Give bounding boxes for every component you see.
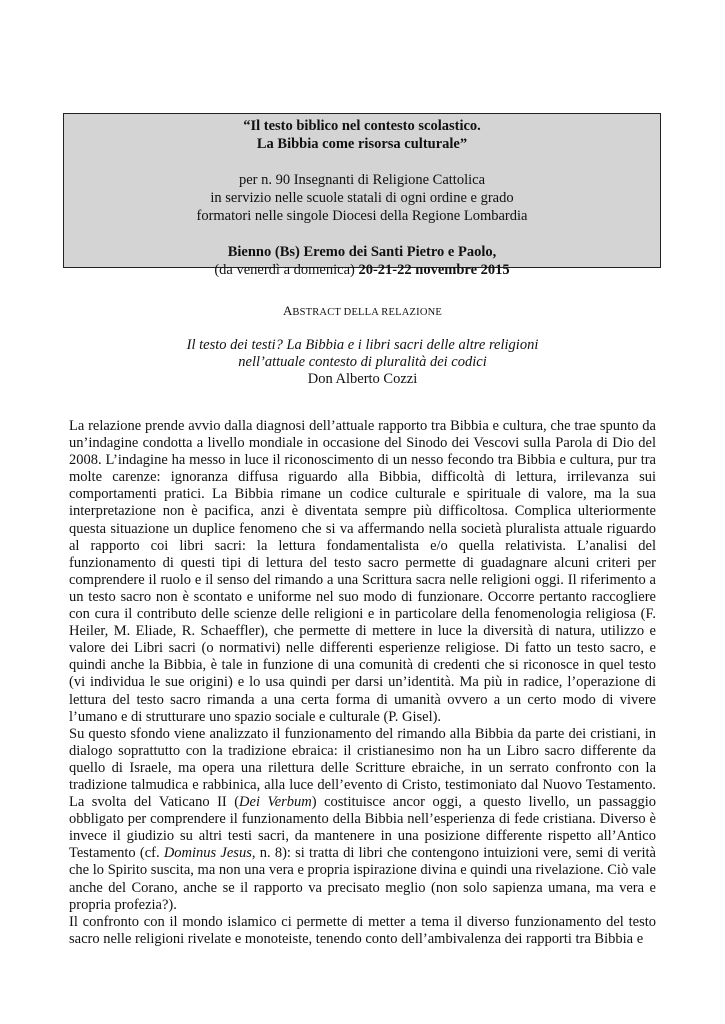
audience-line-1: per n. 90 Insegnanti di Religione Cattolica [238, 172, 486, 188]
body-paragraph-3: Il confronto con il mondo islamico ci permette di metter a tema il diverso funzionamento del testo sacro nelle religioni rivelate e monoteiste, tenendo conto dell’ambivalenza dei rapporti tra Bibbia e [69, 913, 656, 947]
talk-title-line-2: nell’attuale contesto di pluralità dei codici [238, 354, 487, 370]
abstract-heading-rest: BSTRACT DELLA RELAZIONE [292, 307, 443, 318]
event-title-line-1: “Il testo biblico nel contesto scolastico. [243, 118, 481, 134]
talk-speaker: Don Alberto Cozzi [307, 371, 418, 387]
event-header-box [63, 113, 661, 278]
audience-line-3: formatori nelle singole Diocesi della Regione Lombardia [196, 208, 528, 224]
event-dates-prefix: (da venerdì a domenica) [214, 262, 359, 278]
talk-block [0, 337, 725, 388]
event-title-line-2: La Bibbia come risorsa culturale” [256, 136, 468, 152]
event-venue: Bienno (Bs) Eremo dei Santi Pietro e Paolo, [227, 244, 497, 260]
body-paragraph-2-part-a: Su questo sfondo viene analizzato il funzionamento del rimando alla Bibbia da parte dei cristiani, in dialogo soprattutto con la tradizione ebraica: il cristianesimo non ha un Libro sacro differente da quello di Israele, ma opera una rilettura delle Scritture ebraiche, in un serrato confronto con la tradizione talmudica e rabbinica, alla luce dell’evento di Cristo, testimoniato dal Nuovo Testamento. La svolta del Vaticano II ( [69, 725, 656, 811]
body-paragraph-1: La relazione prende avvio dalla diagnosi dell’attuale rapporto tra Bibbia e cultura, che trae spunto da un’indagine condotta a livello mondiale in occasione del Sinodo dei Vescovi sulla Parola di Dio del 2008. L’indagine ha messo in luce il riconoscimento di un nesso fecondo tra Bibbia e cultura, pur tra molte carenze: ignoranza diffusa riguardo alla Bibbia, difficoltà di lettura, irrilevanza sui comportamenti pratici. La Bibbia rimane un codice culturale e spirituale di valore, ma la sua interpretazione non è pacifica, anzi è diventata sempre più difficoltosa. Complica ulteriormente questa situazione un duplice fenomeno che si va affermando nella società pluralista attuale riguardo al rapporto coi libri sacri: la lettura fondamentalista e/o quella relativista. L’analisi del funzionamento di questi tipi di lettura del testo sacro permette di guadagnare alcuni criteri per comprendere il ruolo e il senso del rimando a una Scrittura sacra nelle religioni oggi. Il riferimento a un testo sacro non è scontato e uniforme nel suo modo di funzionare. Occorre pertanto raccogliere con cura il contributo delle scienze delle religioni e in particolare della fenomenologia religiosa (F. Heiler, M. Eliade, R. Schaeffler), che permette di mettere in luce la diversità di natura, utilizzo e valore dei Libri sacri (o normativi) nelle differenti esperienze religiose. Di fatto un testo sacro, e quindi anche la Bibbia, è tale in funzione di una comunità di credenti che si riconosce in quel testo (vi individua le sue origini) e lo usa quindi per darsi un’identità. Ma più in radice, l’operazione di lettura del testo sacro rimanda a una certa forma di umanità ovvero a un certo modo di vivere l’umano e di strutturare uno spazio sociale e culturale (P. Gisel). [69, 418, 656, 725]
event-dates [64, 261, 660, 279]
event-dates-bold: 20-21-22 novembre 2015 [358, 262, 510, 278]
dominus-jesus-citation: Dominus Jesus [163, 845, 252, 862]
talk-title-line-1: Il testo dei testi? La Bibbia e i libri sacri delle altre religioni [186, 337, 539, 353]
abstract-heading-initial: A [282, 303, 293, 318]
body-paragraph-2-part-c: , n. 8): si tratta di libri che contengono intuizioni vere, semi di verità che lo Spirito suscita, ma non una vera e propria ispirazione divina e quindi una rivelazione. Ciò vale anche del Corano, anche se il rapporto va precisato meglio (non solo sapienza umana, ma vera e propria profezia?). [69, 845, 656, 913]
body-paragraph-2-part-b: ) costituisce ancor oggi, a questo livello, un passaggio obbligato per comprendere il funzionamento della Bibbia nell’esperienza di fede cristiana. Diverso è invece il giudizio su altri testi sacri, da mantenere in una posizione differente rispetto all’Antico Testamento (cf. [69, 794, 656, 862]
dei-verbum-citation: Dei Verbum [239, 794, 312, 811]
abstract-heading [0, 303, 725, 321]
body-paragraph-2 [69, 726, 656, 914]
audience-line-2: in servizio nelle scuole statali di ogni ordine e grado [210, 190, 514, 206]
abstract-body [69, 418, 656, 948]
